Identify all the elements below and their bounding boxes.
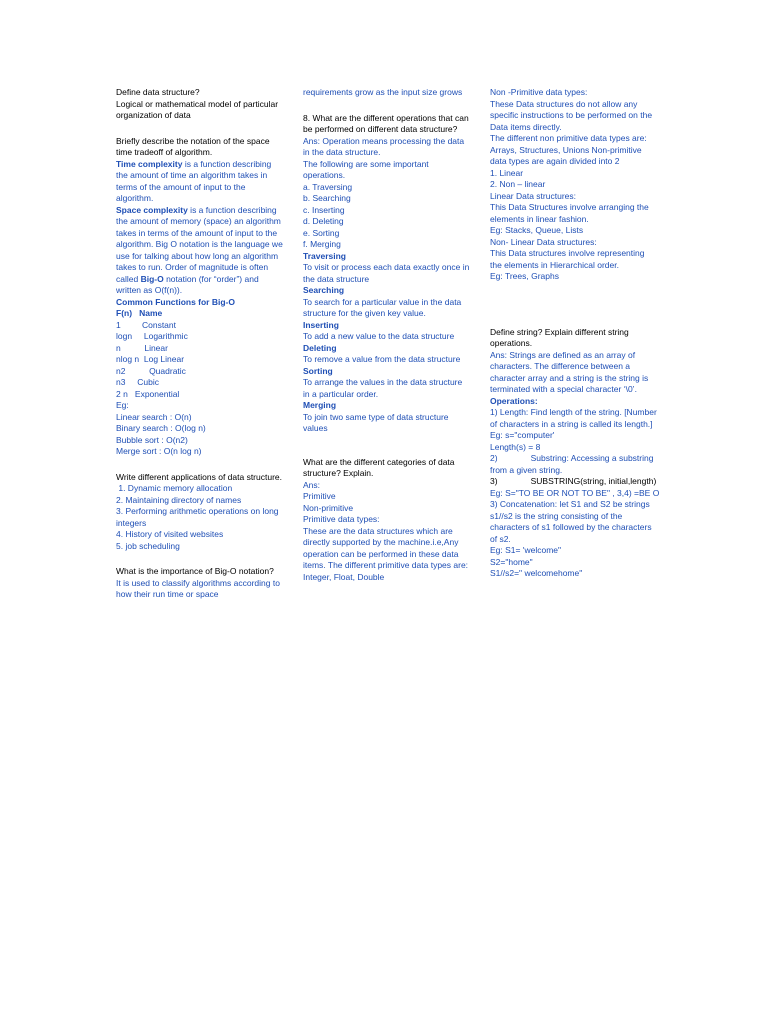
definition-term: Sorting [303,365,333,376]
linear-example: Eg: Stacks, Queue, Lists [490,225,584,235]
space-complexity-paragraph [116,205,284,297]
answer-continuation: requirements grow as the input size grows [303,87,463,97]
operations-heading: Operations: [490,395,538,406]
definition-term: Merging [303,400,337,410]
example-row: Binary search : O(log n) [116,423,206,433]
eg-label: Eg: [116,400,129,410]
string-op-substring-syntax: 3) SUBSTRING(string, initial,length) [490,476,657,486]
application-item: 1. Dynamic memory allocation [116,483,233,493]
category-item: Non-primitive [303,502,354,513]
string-op-length-result: Length(s) = 8 [490,441,541,452]
concat-example: Eg: S1= 'welcome" [490,545,562,555]
question-string: Define string? Explain different string operations. [490,326,629,348]
linear-item: 1. Linear [490,167,524,178]
function-row: n2 Quadratic [116,365,186,376]
operation-item: f. Merging [303,239,341,249]
definition-term: Traversing [303,250,346,261]
big-o-term: Big-O [140,273,164,284]
operation-item: b. Searching [303,193,351,203]
common-functions-heading: Common Functions for Big-O [116,296,235,307]
non-linear-example: Eg: Trees, Graphs [490,271,559,281]
linear-heading: Linear Data structures: [490,190,576,201]
question-define-data-structure: Define data structure? [116,87,200,97]
definition-term: Searching [303,285,345,295]
non-linear-item: 2. Non – linear [490,179,546,189]
concat-example: S2="home" [490,556,533,567]
operations-intro: The following are some important operations. [303,158,429,180]
definition-text: To arrange the values in the data structure in a particular order. [303,377,463,399]
answer-define-data-structure: Logical or mathematical model of particular organization of data [116,98,279,120]
linear-text: This Data Structures involve arranging the elements in linear fashion. [490,202,649,224]
string-op-substring: 2) Substring: Accessing a substring from a given string. [490,453,656,475]
time-complexity-term: Time complexity [116,158,183,169]
question-space-time-tradeoff: Briefly describe the notation of the space time tradeoff of algorithm. [116,135,270,157]
category-item: Primitive [303,491,336,501]
string-op-concatenation: 3) Concatenation: let S1 and S2 be strings s1//s2 is the string consisting of the characters of s1 followed by the characters of s2. [490,499,652,544]
primitive-heading: Primitive data types: [303,514,380,524]
concat-example: S1//s2=" welcomehome" [490,568,583,578]
answer-big-o-importance: It is used to classify algorithms according to how their run time or space [116,577,280,599]
function-row: nlog n Log Linear [116,354,185,364]
space-complexity-text: is a function describing the amount of memory (space) an algorithm takes in terms of the amount of input to the algorithm. Big O notation is the language we use for talking about how long an algorithm takes to run. Order of magnitude is often called [116,204,283,284]
non-linear-heading: Non- Linear Data structures: [490,236,597,247]
function-row: 1 Constant [116,319,177,330]
operation-item: e. Sorting [303,227,340,238]
definition-text: To visit or process each data exactly once in the data structure [303,262,470,284]
non-primitive-heading: Non -Primitive data types: [490,87,588,97]
function-row: logn Logarithmic [116,331,188,341]
string-op-length: 1) Length: Find length of the string. [Number of characters in a string is called its length.] [490,407,657,429]
function-row: 2 n Exponential [116,388,180,399]
question-big-o-importance: What is the importance of Big-O notation? [116,566,274,576]
big-o-text: notation (for “order”) and written as O(f(n)). [116,273,259,295]
operation-item: a. Traversing [303,181,353,192]
definition-term: Inserting [303,319,339,330]
space-complexity-term: Space complexity [116,204,188,215]
operation-item: c. Inserting [303,204,345,215]
definition-text: To add a new value to the data structure [303,331,455,341]
primitive-text: These are the data structures which are directly supported by the machine.i.e,Any operation can be performed in these data items. The different primitive data types are: Integer, Float, Double [303,525,469,582]
answer-label: Ans: [303,479,321,490]
application-item: 3. Performing arithmetic operations on long integers [116,506,279,528]
definition-text: To search for a particular value in the data structure for the given key value. [303,296,462,318]
time-complexity-paragraph [116,159,284,205]
non-primitive-types: The different non primitive data types are: Arrays, Structures, Unions Non-primitive data types are again divided into 2 [490,133,647,166]
application-item: 4. History of visited websites [116,529,224,539]
function-row: n3 Cubic [116,377,159,387]
non-primitive-text: These Data structures do not allow any specific instructions to be performed on the Data items directly. [490,98,653,132]
column-2 [303,87,471,583]
question-operations: 8. What are the different operations that can be performed on different data structure? [303,112,469,134]
example-row: Merge sort : O(n log n) [116,446,202,456]
string-op-substring-example: Eg: S="TO BE OR NOT TO BE" , 3,4) =BE O [490,487,660,498]
column-3 [490,87,658,580]
application-item: 2. Maintaining directory of names [116,494,242,505]
example-row: Linear search : O(n) [116,411,192,422]
example-row: Bubble sort : O(n2) [116,434,188,445]
question-categories: What are the different categories of data structure? Explain. [303,456,455,478]
definition-text: To join two same type of data structure values [303,411,449,433]
non-linear-text: This Data structures involve representing the elements in Hierarchical order. [490,248,645,270]
functions-table-header: F(n) Name [116,308,163,318]
answer-operations: Ans: Operation means processing the data in the data structure. [303,135,465,157]
string-op-length-example: Eg: s="computer' [490,430,555,440]
definition-term: Deleting [303,342,337,353]
column-1 [116,87,284,601]
definition-text: To remove a value from the data structure [303,354,461,364]
function-row: n Linear [116,342,168,353]
string-answer-2: character array and a string is the string is terminated with a special character ‘\0’. [490,372,649,394]
question-applications: Write different applications of data structure. [116,471,282,482]
string-answer-1: Ans: Strings are defined as an array of characters. The difference between a [490,349,636,371]
application-item: 5. job scheduling [116,540,180,551]
operation-item: d. Deleting [303,216,344,226]
time-complexity-text: is a function describing the amount of time an algorithm takes in terms of the amount of input to the algorithm. [116,158,272,203]
